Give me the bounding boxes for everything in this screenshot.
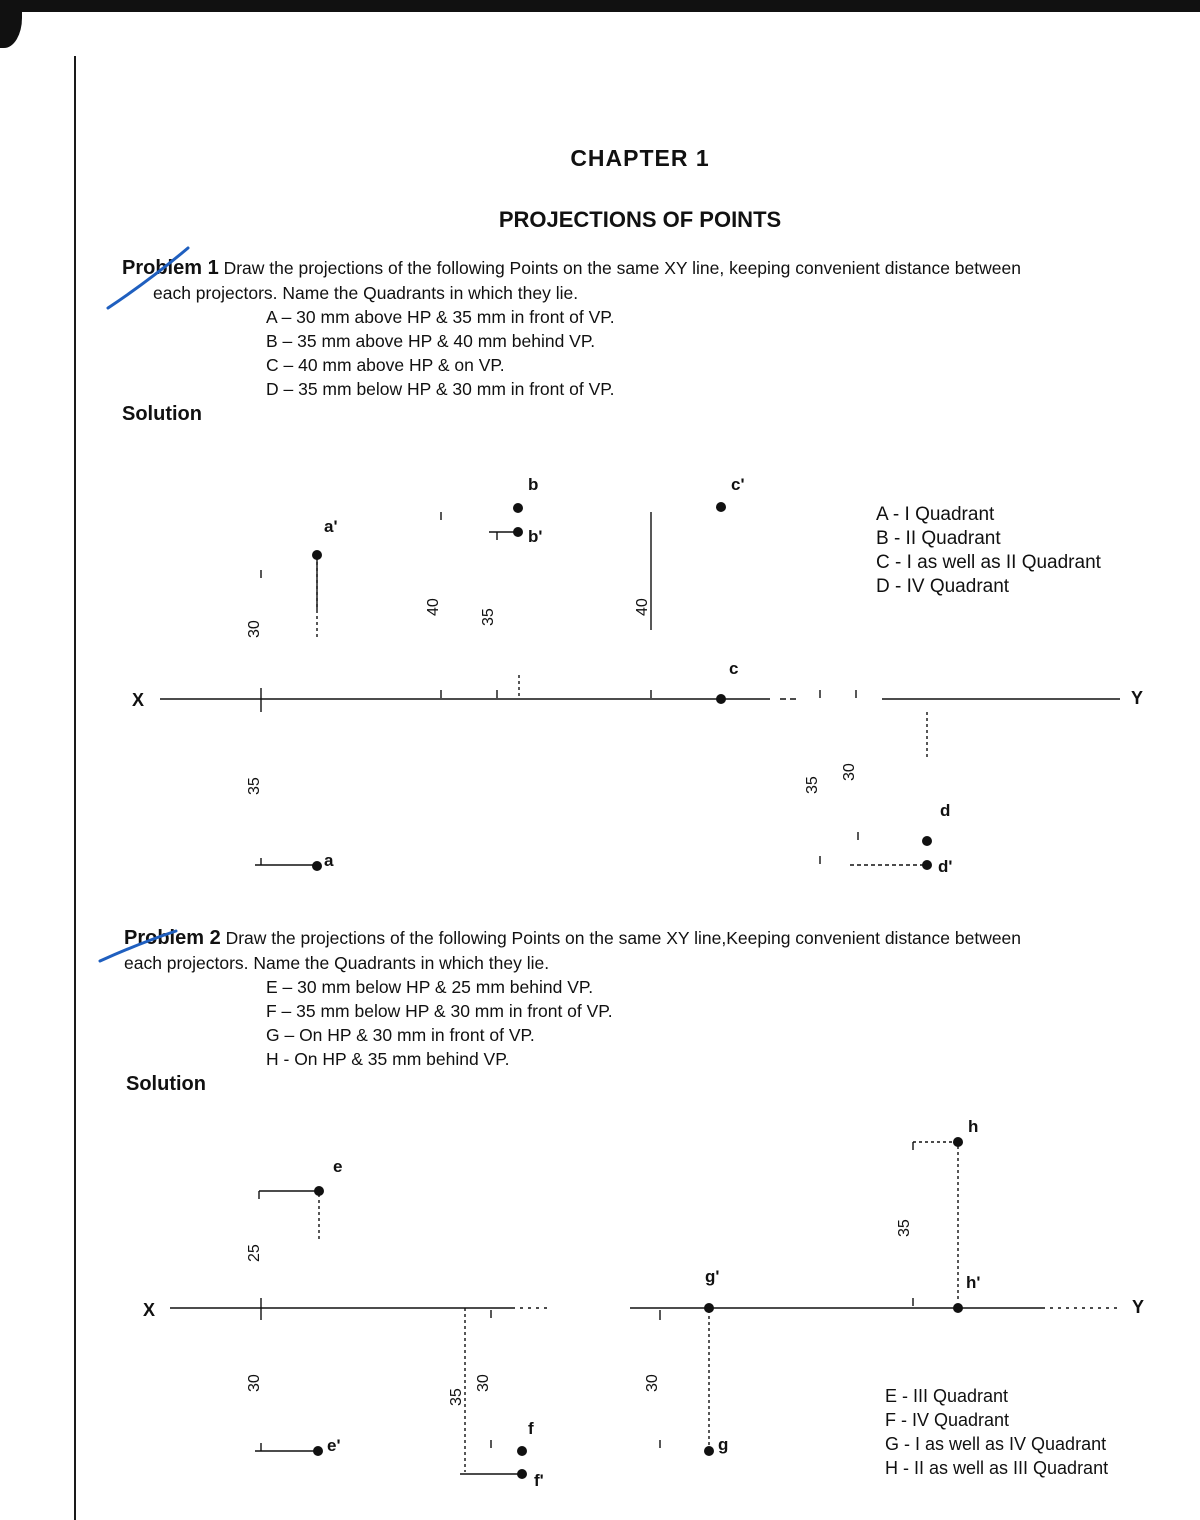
label-b-prime: b' bbox=[528, 527, 543, 546]
problem1-item-a: A – 30 mm above HP & 35 mm in front of VP. bbox=[266, 307, 615, 327]
problem2-solution-heading: Solution bbox=[126, 1073, 206, 1095]
problem1-quadrant-c: C - I as well as II Quadrant bbox=[876, 552, 1101, 573]
scan-edge-top bbox=[0, 0, 1200, 12]
label-f: f bbox=[528, 1419, 534, 1438]
label-e: e bbox=[333, 1157, 343, 1176]
point-a bbox=[312, 861, 322, 871]
problem1-quadrant-a: A - I Quadrant bbox=[876, 504, 995, 525]
dim-f-35: 35 bbox=[448, 1388, 465, 1406]
label-h: h bbox=[968, 1117, 979, 1136]
problem2-item-f: F – 35 mm below HP & 30 mm in front of VP. bbox=[266, 1001, 613, 1021]
pen-tick-mark-2 bbox=[0, 915, 220, 975]
problem2-quadrant-g: G - I as well as IV Quadrant bbox=[885, 1434, 1107, 1454]
label-f-prime: f' bbox=[534, 1471, 544, 1490]
x-axis-label: X bbox=[132, 690, 145, 710]
label-b: b bbox=[528, 475, 539, 494]
problem2-item-g: G – On HP & 30 mm in front of VP. bbox=[266, 1025, 535, 1045]
label-e-prime: e' bbox=[327, 1436, 341, 1455]
dim-g-30: 30 bbox=[644, 1374, 661, 1392]
point-d-prime bbox=[922, 860, 932, 870]
point-e-prime bbox=[313, 1446, 323, 1456]
problem2-text-line2: each projectors. Name the Quadrants in which they lie. bbox=[124, 953, 550, 973]
dim-b-40: 40 bbox=[425, 598, 442, 616]
problem2-text-line1: Draw the projections of the following Points on the same XY line,Keeping convenient distance between bbox=[225, 928, 1022, 948]
label-a-prime: a' bbox=[324, 517, 338, 536]
problem2-item-e: E – 30 mm below HP & 25 mm behind VP. bbox=[266, 977, 594, 997]
chapter-heading: CHAPTER 1 bbox=[570, 145, 710, 171]
point-g bbox=[704, 1446, 714, 1456]
label-c: c bbox=[729, 659, 739, 678]
point-h bbox=[953, 1137, 963, 1147]
problem1-quadrant-d: D - IV Quadrant bbox=[876, 576, 1010, 597]
problem2-label: Problem 2 bbox=[124, 927, 221, 949]
dim-a-30: 30 bbox=[246, 620, 263, 638]
dim-a-35: 35 bbox=[246, 777, 263, 795]
page-title: PROJECTIONS OF POINTS bbox=[498, 207, 782, 232]
y-axis-label: Y bbox=[1131, 688, 1144, 708]
problem1-item-c: C – 40 mm above HP & on VP. bbox=[266, 355, 505, 375]
x-axis-label-2: X bbox=[143, 1300, 156, 1320]
problem2-item-h: H - On HP & 35 mm behind VP. bbox=[266, 1049, 510, 1069]
point-b bbox=[513, 503, 523, 513]
problem1-item-b: B – 35 mm above HP & 40 mm behind VP. bbox=[266, 331, 596, 351]
dim-b-35: 35 bbox=[480, 608, 497, 626]
label-h-prime: h' bbox=[966, 1273, 981, 1292]
problem1-text-line1: Draw the projections of the following Points on the same XY line, keeping convenient distance between bbox=[223, 258, 1021, 278]
problem2-quadrant-e: E - III Quadrant bbox=[885, 1386, 1009, 1406]
point-a-prime bbox=[312, 550, 322, 560]
problem2-diagram bbox=[0, 1110, 1200, 1510]
point-c-prime bbox=[716, 502, 726, 512]
label-c-prime: c' bbox=[731, 475, 745, 494]
dim-d-30: 30 bbox=[841, 763, 858, 781]
problem1-label: Problem 1 bbox=[122, 257, 219, 279]
point-c bbox=[716, 694, 726, 704]
point-e bbox=[314, 1186, 324, 1196]
point-f bbox=[517, 1446, 527, 1456]
problem1-statement-line1 bbox=[122, 256, 1021, 281]
dim-f-30: 30 bbox=[475, 1374, 492, 1392]
problem2-quadrant-f: F - IV Quadrant bbox=[885, 1410, 1010, 1430]
dim-e-30: 30 bbox=[246, 1374, 263, 1392]
dim-h-35: 35 bbox=[896, 1219, 913, 1237]
label-d: d bbox=[940, 801, 951, 820]
y-axis-label-2: Y bbox=[1132, 1297, 1145, 1317]
dim-c-40-label: 40 bbox=[634, 598, 651, 616]
point-h-prime bbox=[953, 1303, 963, 1313]
label-d-prime: d' bbox=[938, 857, 953, 876]
problem2-quadrant-h: H - II as well as III Quadrant bbox=[885, 1458, 1109, 1478]
problem1-text-line2: each projectors. Name the Quadrants in which they lie. bbox=[153, 283, 579, 303]
pen-tick-mark-1 bbox=[0, 240, 220, 320]
label-g-prime: g' bbox=[705, 1267, 720, 1286]
point-g-prime bbox=[704, 1303, 714, 1313]
point-b-prime bbox=[513, 527, 523, 537]
dim-e-25: 25 bbox=[246, 1244, 263, 1262]
label-g: g bbox=[718, 1435, 729, 1454]
problem1-quadrant-b: B - II Quadrant bbox=[876, 528, 1001, 549]
problem1-solution-heading: Solution bbox=[122, 403, 202, 425]
problem1-diagram bbox=[0, 460, 1200, 890]
problem2-statement-line1 bbox=[124, 926, 1021, 951]
label-a: a bbox=[324, 851, 334, 870]
point-d bbox=[922, 836, 932, 846]
problem1-item-d: D – 35 mm below HP & 30 mm in front of VP. bbox=[266, 379, 615, 399]
dim-d-35: 35 bbox=[804, 776, 821, 794]
point-f-prime bbox=[517, 1469, 527, 1479]
scan-corner-shadow bbox=[0, 0, 22, 48]
